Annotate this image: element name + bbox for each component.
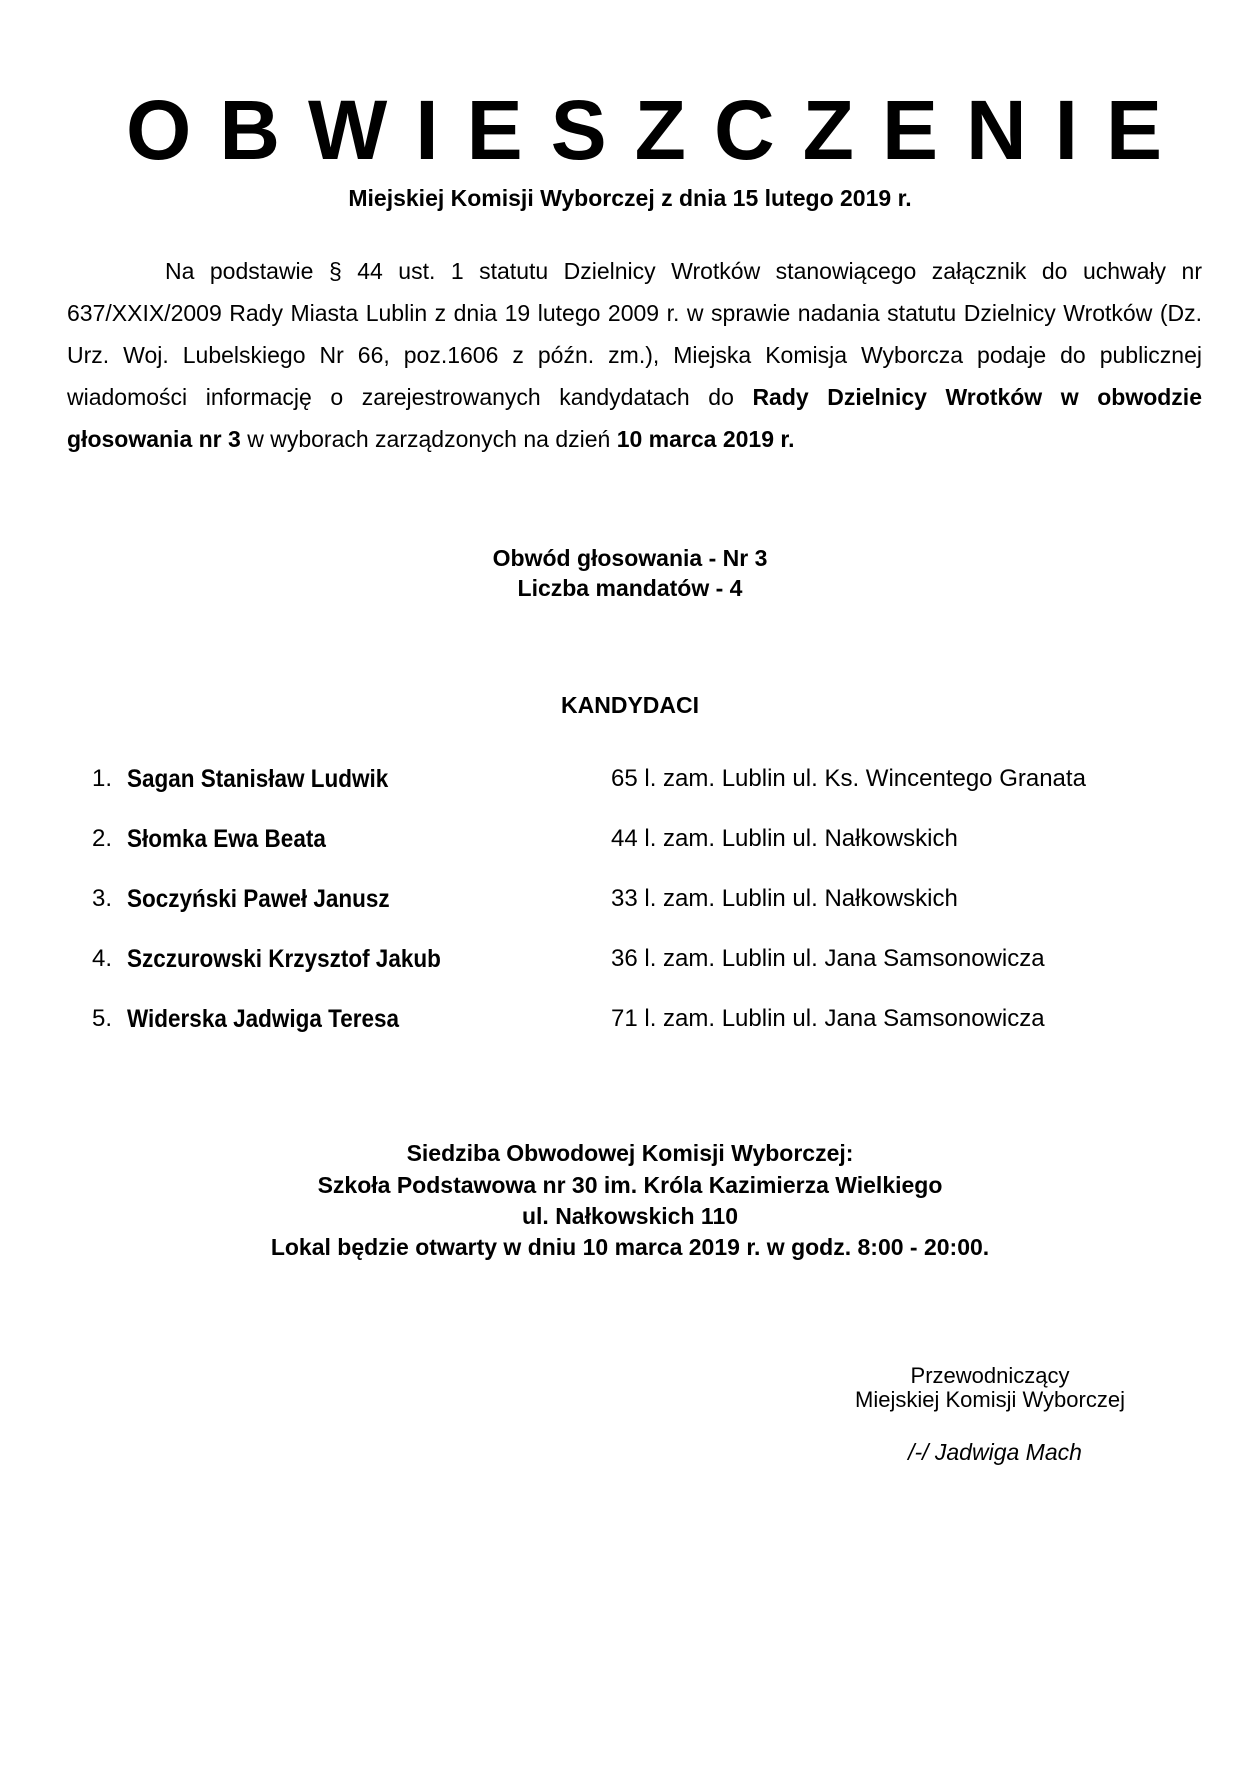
candidate-name: Soczyński Paweł Janusz [127, 885, 390, 913]
candidate-info: 71 l. zam. Lublin ul. Jana Samsonowicza [611, 1005, 1045, 1032]
candidate-name: Szczurowski Krzysztof Jakub [127, 945, 441, 973]
candidate-info: 65 l. zam. Lublin ul. Ks. Wincentego Granata [611, 765, 1086, 792]
document-title: OBWIESZCZENIE [125, 83, 1190, 177]
candidate-number: 2. [92, 825, 113, 852]
candidate-number: 1. [92, 765, 113, 792]
location-hours: Lokal będzie otwarty w dniu 10 marca 2019 r. w godz. 8:00 - 20:00. [270, 1234, 990, 1260]
body-bold-date: 10 marca 2019 r. [616, 426, 795, 452]
document-subtitle: Miejskiej Komisji Wyborczej z dnia 15 lutego 2019 r. [348, 185, 912, 211]
location-address: ul. Nałkowskich 110 [521, 1203, 739, 1229]
body-text-1: Na podstawie § 44 ust. 1 statutu Dzielnicy Wrotków stanowiącego załącznik do uchwały nr 637/XXIX/2009 Rady Miasta Lublin z dnia 19 lutego 2009 r. w sprawie nadania statutu Dzielnicy Wrotków (Dz. Urz. Woj. Lubelskiego Nr 66, poz.1606 z późn. zm.), Miejska Komisja Wyborcza podaje do publicznej wiadomości informację o zarejestrowanych kandydatach do [67, 258, 1202, 410]
candidates-heading: KANDYDACI [561, 692, 699, 718]
candidate-number: 3. [92, 885, 113, 912]
signature-name: /-/ Jadwiga Mach [908, 1439, 1082, 1465]
body-bold-council: Rady Dzielnicy Wrotków w obwodzie głosowania nr 3 [67, 384, 1202, 452]
body-text-2: w wyborach zarządzonych na dzień [240, 426, 617, 452]
location-heading: Siedziba Obwodowej Komisji Wyborczej: [406, 1140, 854, 1166]
candidate-info: 44 l. zam. Lublin ul. Nałkowskich [611, 825, 958, 852]
body-paragraph [67, 250, 1202, 460]
signature-role-line1: Przewodniczący [910, 1363, 1070, 1388]
candidate-number: 4. [92, 945, 113, 972]
candidate-name: Widerska Jadwiga Teresa [127, 1005, 400, 1033]
candidate-name: Sagan Stanisław Ludwik [127, 765, 389, 793]
district-number: Obwód głosowania - Nr 3 [492, 545, 768, 571]
candidate-number: 5. [92, 1005, 113, 1032]
candidate-name: Słomka Ewa Beata [127, 825, 326, 853]
candidate-info: 36 l. zam. Lublin ul. Jana Samsonowicza [611, 945, 1045, 972]
mandates-count: Liczba mandatów - 4 [517, 575, 743, 601]
location-school: Szkoła Podstawowa nr 30 im. Króla Kazimierza Wielkiego [317, 1172, 943, 1198]
signature-role-line2: Miejskiej Komisji Wyborczej [855, 1387, 1125, 1412]
candidate-info: 33 l. zam. Lublin ul. Nałkowskich [611, 885, 958, 912]
